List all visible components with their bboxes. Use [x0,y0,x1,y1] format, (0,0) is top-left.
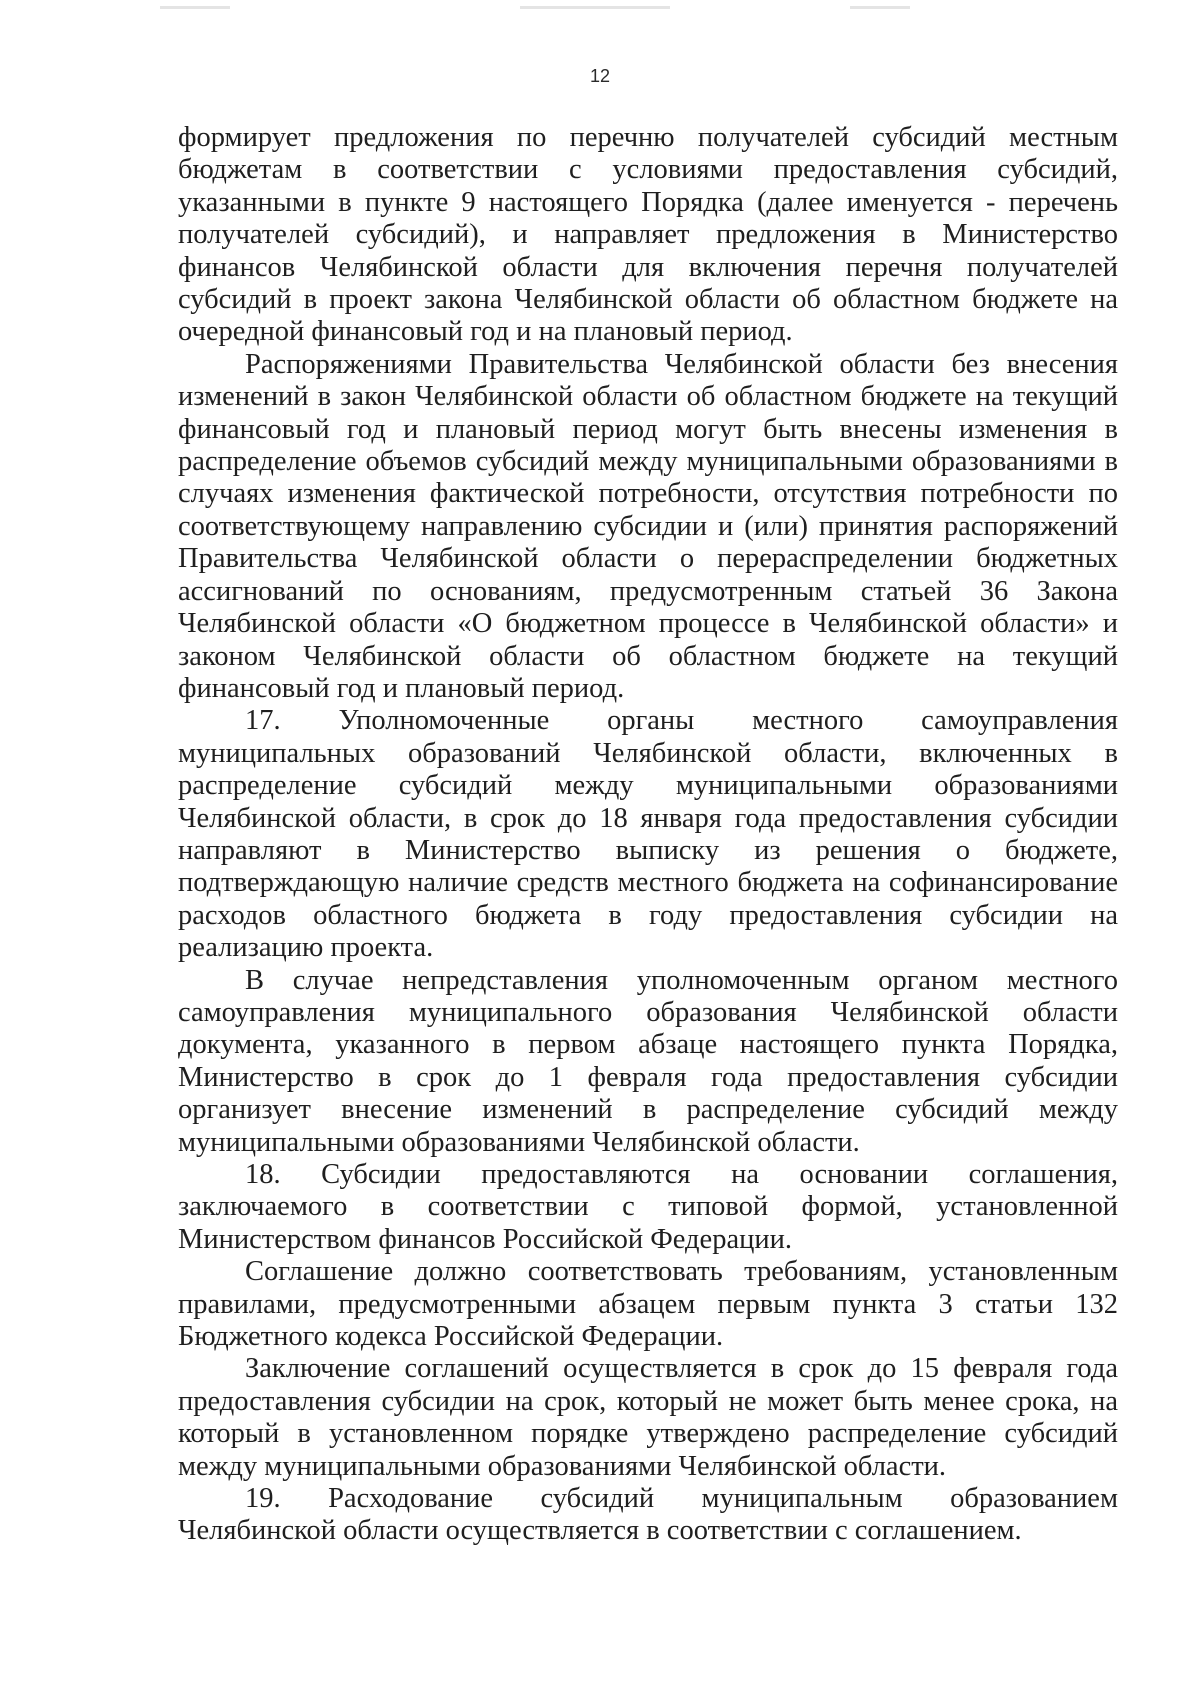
document-body [178,122,1118,1548]
paragraph: 18. Субсидии предоставляются на основании соглашения, заключаемого в соответствии с типовой формой, установленной Министерством финансов Российской Федерации. [178,1159,1118,1255]
paragraph: В случае непредставления уполномоченным органом местного самоуправления муниципального образования Челябинской области документа, указанного в первом абзаце настоящего пункта Порядка, Министерство в срок до 1 февраля года предоставления субсидии организует внесение изменений в распределение субсидий между муниципальными образованиями Челябинской области. [178,964,1118,1158]
scan-artifact [520,6,670,9]
paragraph: 17. Уполномоченные органы местного самоуправления муниципальных образований Челябинской области, включенных в распределение субсидий между муниципальными образованиями Челябинской области, в срок до 18 января года предоставления субсидии направляют в Министерство выписку из решения о бюджете, подтверждающую наличие средств местного бюджета на софинансирование расходов областного бюджета в году предоставления субсидии на реализацию проекта. [178,705,1118,964]
scan-artifact [850,6,910,9]
paragraph: Соглашение должно соответствовать требованиям, установленным правилами, предусмотренными абзацем первым пункта 3 статьи 132 Бюджетного кодекса Российской Федерации. [178,1256,1118,1353]
paragraph: формирует предложения по перечню получателей субсидий местным бюджетам в соответствии с условиями предоставления субсидий, указанными в пункте 9 настоящего Порядка (далее именуется - перечень получателей субсидий), и направляет предложения в Министерство финансов Челябинской области для включения перечня получателей субсидий в проект закона Челябинской области об областном бюджете на очередной финансовый год и на плановый период. [178,122,1118,348]
paragraph: Заключение соглашений осуществляется в срок до 15 февраля года предоставления субсидии на срок, который не может быть менее срока, на который в установленном порядке утверждено распределение субсидий между муниципальными образованиями Челябинской области. [178,1353,1118,1482]
paragraph: Распоряжениями Правительства Челябинской области без внесения изменений в закон Челябинской области об областном бюджете на текущий финансовый год и плановый период могут быть внесены изменения в распределение объемов субсидий между муниципальными образованиями в случаях изменения фактической потребности, отсутствия потребности по соответствующему направлению субсидии и (или) принятия распоряжений Правительства Челябинской области о перераспределении бюджетных ассигнований по основаниям, предусмотренным статьей 36 Закона Челябинской области «О бюджетном процессе в Челябинской области» и законом Челябинской области об областном бюджете на текущий финансовый год и плановый период. [178,348,1118,704]
paragraph: 19. Расходование субсидий муниципальным образованием Челябинской области осуществляется в соответствии с соглашением. [178,1483,1118,1547]
scan-artifact [160,6,230,9]
page-number: 12 [589,66,611,86]
